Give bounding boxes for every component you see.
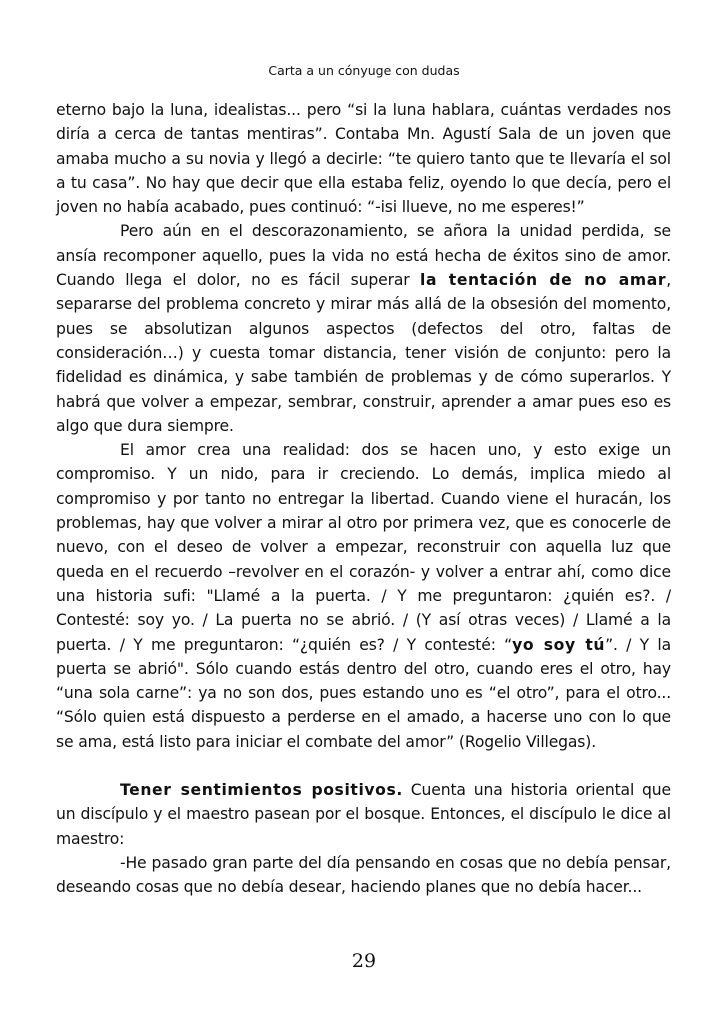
- section-heading-sentimientos: Tener sentimientos positivos.: [120, 781, 403, 800]
- paragraph-2: [56, 219, 671, 438]
- emphasis-tentacion: la tentación de no amar: [420, 271, 667, 290]
- paragraph-5: -He pasado gran parte del día pensando en cosas que no debía pensar, deseando cosas que no debía desear, haciendo planes que no debía hacer...: [56, 853, 671, 897]
- paragraph-3-text-end: ”. / Y la puerta se abrió". Sólo cuando estás dentro del otro, cuando eres el otro, hay “una sola carne”: ya no son dos, pues estando uno es “el otro”, para el otro... “Sólo quien está dispuesto a perderse en el amado, a hacerse uno con lo que se ama, está listo para iniciar el combate del amor” (Rogelio Villegas).: [56, 635, 671, 751]
- body-text: [56, 98, 671, 900]
- page-number: 29: [351, 950, 377, 972]
- paragraph-1: eterno bajo la luna, idealistas... pero “si la luna hablara, cuántas verdades nos diría a cerca de tantas mentiras”. Contaba Mn. Agustí Sala de un joven que amaba mucho a su novia y llegó a decirle: “te quiero tanto que te llevaría el sol a tu casa”. No hay que decir que ella estaba feliz, oyendo lo que decía, pero el joven no había acabado, pues continuó: “-isi llueve, no me esperes!”: [56, 101, 671, 217]
- paragraph-3-text-start: El amor crea una realidad: dos se hacen uno, y esto exige un compromiso. Y un nido, para ir creciendo. Lo demás, implica miedo al compromiso y por tanto no entregar la libertad. Cuando viene el huracán, los problemas, hay que volver a mirar al otro por primera vez, que es conocerle de nuevo, con el deseo de volver a empezar, reconstruir con aquella luz que queda en el recuerdo –revolver en el corazón- y volver a entrar ahí, como dice una historia sufi: "Llamé a la puerta. / Y me preguntaron: ¿quién es?. / Contesté: soy yo. / La puerta no se abrió. / (Y así otras veces) / Llamé a la puerta. / Y me preguntaron: “¿quién es? / Y contesté: “: [56, 441, 671, 654]
- paragraph-4-text: Cuenta una historia oriental que un discípulo y el maestro pasean por el bosque. Entonces, el discípulo le dice al maestro:: [56, 781, 671, 848]
- emphasis-yo-soy-tu: yo soy tú: [512, 635, 606, 654]
- paragraph-4: [56, 778, 671, 851]
- paragraph-3: [56, 438, 671, 754]
- running-header: Carta a un cónyuge con dudas: [268, 63, 460, 78]
- paragraph-2-text-start: Pero aún en el descorazonamiento, se añora la unidad perdida, se ansía recomponer aquello, pues la vida no está hecha de éxitos sino de amor. Cuando llega el dolor, no es fácil superar: [56, 222, 671, 290]
- paragraph-2-text-end: , separarse del problema concreto y mirar más allá de la obsesión del momento, pues se absolutizan algunos aspectos (defectos del otro, faltas de consideración…) y cuesta tomar distancia, tener visión de conjunto: pero la fidelidad es dinámica, y sabe también de problemas y de cómo superarlos. Y habrá que volver a empezar, sembrar, construir, aprender a amar pues eso es algo que dura siempre.: [56, 271, 671, 435]
